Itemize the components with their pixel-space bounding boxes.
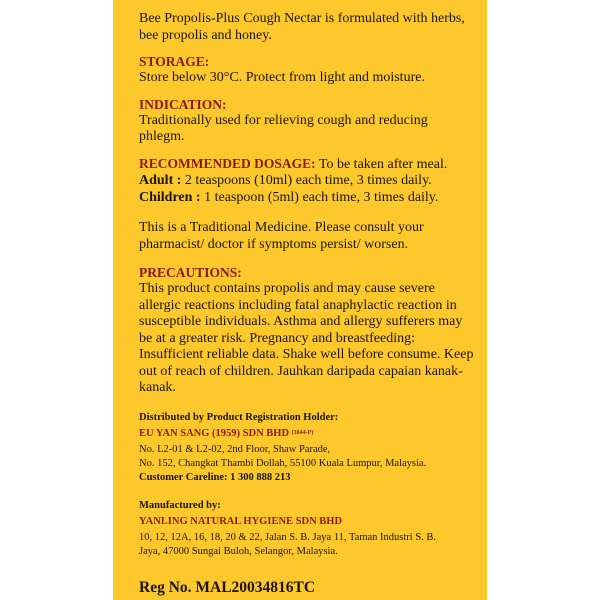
distributor-address-2: No. 152, Changkat Thambi Dollah, 55100 Kuala Lumpur, Malaysia. <box>139 457 427 469</box>
dosage-section <box>139 156 475 207</box>
intro-text: Bee Propolis-Plus Cough Nectar is formulated with herbs, bee propolis and honey. <box>139 11 465 43</box>
distributor-address-1: No. L2-01 & L2-02, 2nd Floor, Shaw Parade, <box>139 443 331 455</box>
adult-text: 2 teaspoons (10ml) each time, 3 times daily. <box>181 173 432 188</box>
manufacturer-company: YANLING NATURAL HYGIENE SDN BHD <box>139 515 343 527</box>
registration-number: Reg No. MAL20034816TC <box>139 578 316 596</box>
distributor-company-name: EU YAN SANG (1959) SDN BHD <box>139 427 290 439</box>
manufacturer-heading: Manufactured by: <box>139 499 221 511</box>
distributor-section <box>139 411 475 485</box>
product-label <box>113 0 487 600</box>
manufacturer-section <box>139 499 475 559</box>
precautions-text: This product contains propolis and may cause severe allergic reactions including fatal anaphylactic reaction in susceptible individuals. Asthma and allergy sufferers may be at a greater risk. Pregnancy and breastfeeding: Insufficient reliable data. Shake well before consume. Keep out of reach of children. Jauhkan daripada capaian kanak-kanak. <box>139 281 474 395</box>
dosage-note: To be taken after meal. <box>315 156 448 172</box>
dosage-line <box>139 156 475 174</box>
children-label: Children : <box>139 189 201 205</box>
manufacturer-address-2: Jaya, 47000 Sungai Buloh, Selangor, Malaysia. <box>139 545 338 557</box>
precautions-heading: PRECAUTIONS: <box>139 265 242 280</box>
traditional-section <box>139 220 475 253</box>
distributor-heading: Distributed by Product Registration Holder: <box>139 411 339 423</box>
indication-heading: INDICATION: <box>139 96 227 112</box>
reg-section <box>139 579 475 597</box>
customer-careline: Customer Careline: 1 300 888 213 <box>139 471 291 483</box>
manufacturer-address-1: 10, 12, 12A, 16, 18, 20 & 22, Jalan S. B. Jaya 11, Taman Industri S. B. <box>139 531 437 543</box>
indication-text: Traditionally used for relieving cough and reducing phlegm. <box>139 112 428 144</box>
indication-section <box>139 97 475 146</box>
precautions-section <box>139 265 475 397</box>
children-text: 1 teaspoon (5ml) each time, 3 times daily. <box>200 189 439 205</box>
dosage-heading: RECOMMENDED DOSAGE: <box>139 155 316 171</box>
dosage-children <box>139 190 475 207</box>
storage-text: Store below 30°C. Protect from light and moisture. <box>139 70 425 85</box>
adult-label: Adult : <box>139 173 182 188</box>
storage-heading: STORAGE: <box>139 54 210 69</box>
distributor-company-reg: (3844-P) <box>291 429 314 436</box>
traditional-text: This is a Traditional Medicine. Please consult your pharmacist/ doctor if symptoms persist/ worsen. <box>139 220 424 252</box>
dosage-adult <box>139 173 475 190</box>
storage-section <box>139 54 475 87</box>
distributor-company <box>139 427 475 440</box>
